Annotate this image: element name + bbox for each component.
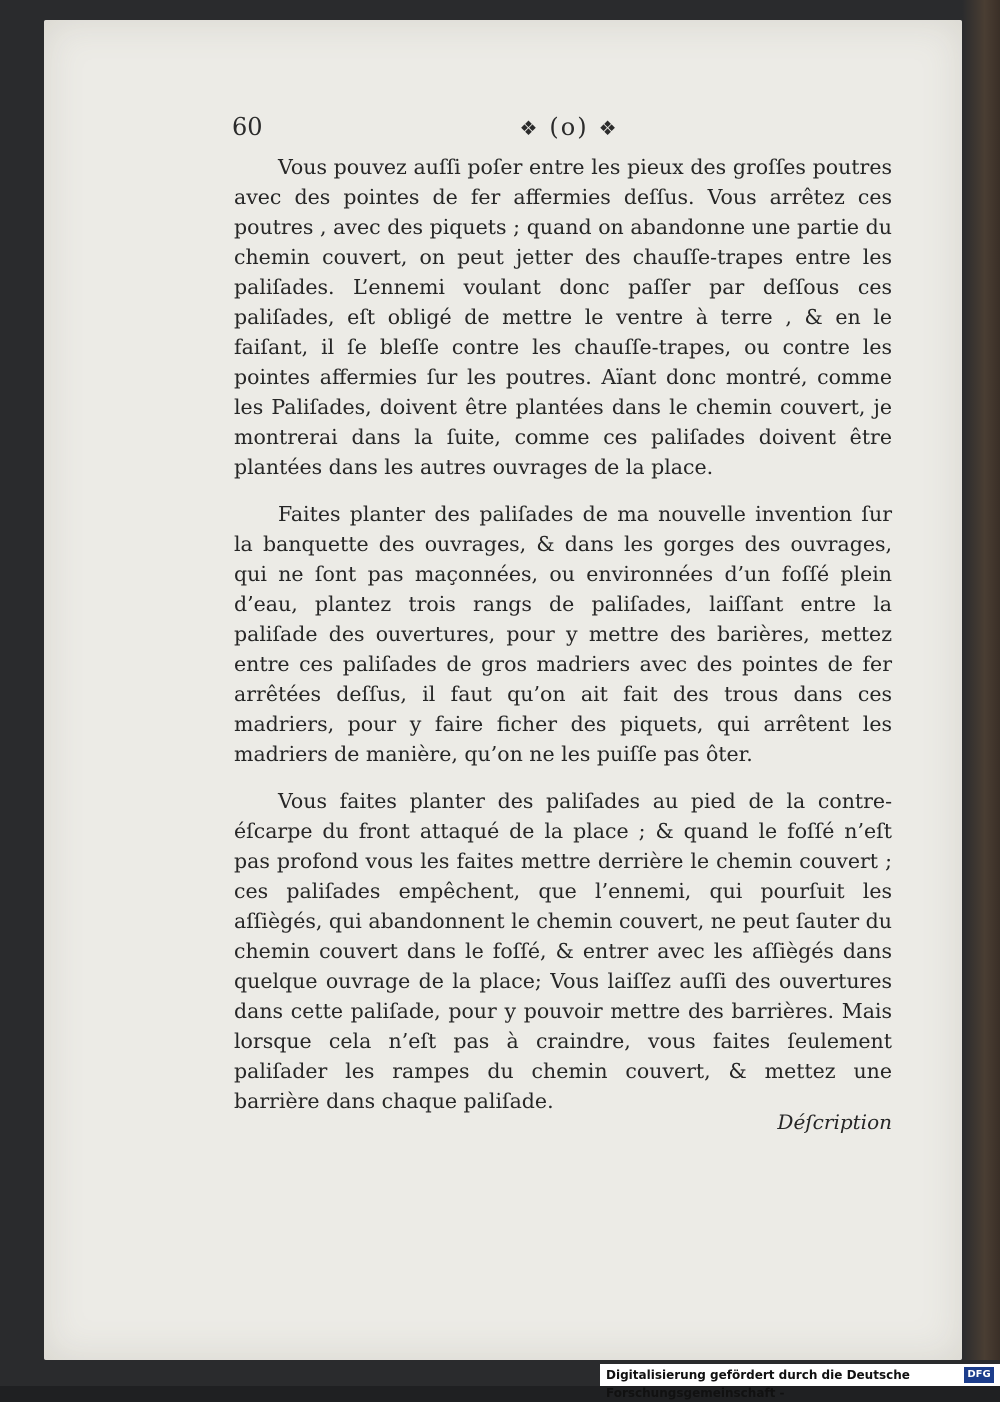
fleuron-left-icon: ❖ (519, 116, 540, 140)
fleuron-right-icon: ❖ (598, 116, 619, 140)
page-number: 60 (232, 113, 263, 141)
paragraph-2: Faites planter des paliſades de ma nouvelle invention ſur la banquette des ouvrages, & dans les gorges des ouvrages, qui ne ſont pas maçonnées, ou environnées d’un foſſé plein d’eau, plantez trois rangs de paliſades, laiſſant entre la paliſade des ouvertures, pour y mettre des barières, mettez entre ces paliſades de gros madriers avec des pointes de fer arrêtées deſſus, il faut qu’on ait fait des trous dans ces madriers, pour y faire ficher des piquets, qui arrêtent les madriers de manière, qu’on ne les puiſſe pas ôter. (234, 502, 892, 766)
funding-credit: Digitalisierung gefördert durch die Deutsche Forschungsgemeinschaft - (606, 1368, 910, 1400)
paragraph-1: Vous pouvez auſſi poſer entre les pieux des groſſes poutres avec des pointes de fer affermies deſſus. Vous arrêtez ces poutres , avec des piquets ; quand on abandonne une partie du chemin couvert, on peut jetter des chauſſe-trapes entre les paliſades. L’ennemi voulant donc paſſer par deſſous ces paliſades, eſt obligé de mettre le ventre à terre , & en le faiſant, il ſe bleſſe contre les chauſſe-trapes, ou contre les pointes affermies ſur les poutres. Aïant donc montré, comme les Paliſades, doivent être plantées dans le chemin couvert, je montrerai dans la ſuite, comme ces paliſades doivent être plantées dans les autres ouvrages de la place. (234, 155, 892, 479)
dfg-logo: DFG (964, 1367, 994, 1383)
running-head-marker: (o) (549, 113, 589, 141)
paragraph-3: Vous faites planter des paliſades au pied de la contre-éſcarpe du front attaqué de la place ; & quand le foſſé n’eſt pas profond vous les faites mettre derrière le chemin couvert ; ces paliſades empêchent, que l’ennemi, qui pourſuit les aſſiègés, qui abandonnent le chemin couvert, ne peut ſauter du chemin couvert dans le foſſé, & entrer avec les aſſiègés dans quelque ouvrage de la place; Vous laiſſez auſſi des ouvertures dans cette paliſade, pour y pouvoir mettre des barrières. Mais lorsque cela n’eſt pas à craindre, vous faites ſeulement paliſader les rampes du chemin couvert, & mettez une barrière dans chaque paliſade. (234, 789, 892, 1113)
catchword: Déſcription (777, 1110, 892, 1134)
page-header (232, 112, 892, 142)
book-edge (962, 0, 1000, 1360)
running-head (494, 112, 644, 143)
body-text (234, 152, 892, 1133)
